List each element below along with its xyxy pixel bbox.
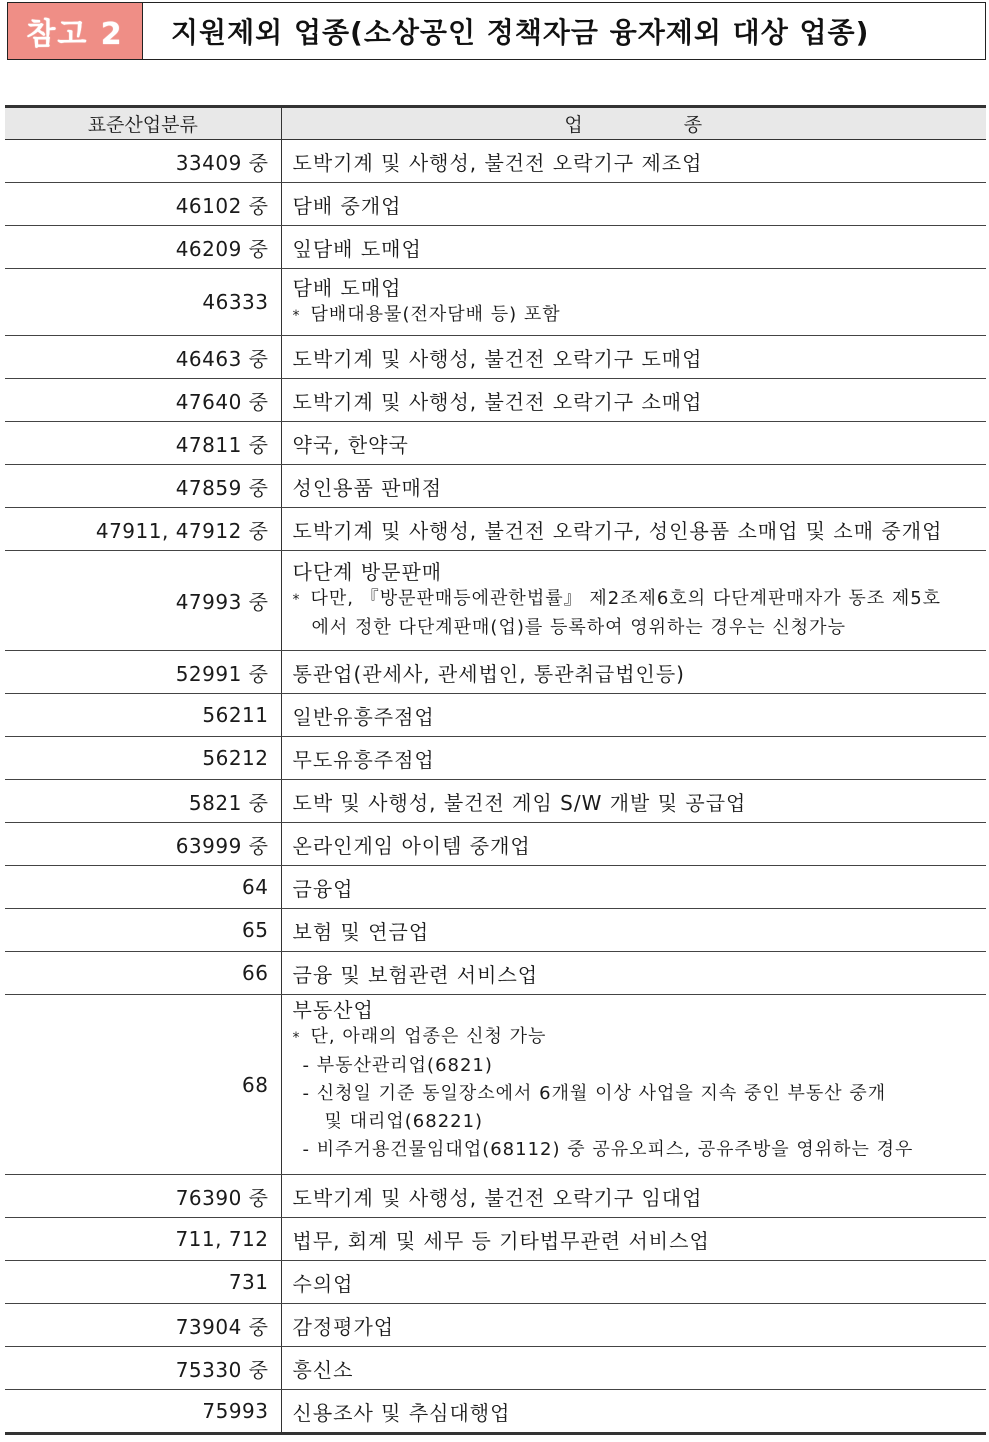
industry-name: 도박 및 사행성, 불건전 게임 S/W 개발 및 공급업 [281,780,986,823]
table-row [5,651,986,694]
industry-name: 다단계 방문판매 [292,560,443,584]
industry-name: 통관업(관세사, 관세법인, 통관취급법인등) [281,651,986,694]
industry-name: 온라인게임 아이템 중개업 [281,823,986,866]
industry-cell [281,551,986,651]
title-box [7,2,986,60]
industry-name: 도박기계 및 사행성, 불건전 오락기구, 성인용품 소매업 및 소매 중개업 [281,508,986,551]
note-marker: * [292,592,301,608]
table-row [5,1218,986,1261]
industry-name: 감정평가업 [281,1304,986,1347]
industry-name: 일반유흥주점업 [281,694,986,737]
industry-code: 76390 중 [5,1175,281,1218]
column-header-classification: 표준산업분류 [5,107,281,140]
allowed-item: - 부동산관리업(6821) [302,1055,493,1076]
industry-name: 보험 및 연금업 [281,909,986,952]
industry-code: 73904 중 [5,1304,281,1347]
column-header-industry-b: 종 [683,114,704,136]
note-text: 단, 아래의 업종은 신청 가능 [310,1026,547,1047]
industry-cell [281,269,986,336]
table-row [5,551,986,651]
table-header-row [5,107,986,140]
industry-name: 도박기계 및 사행성, 불건전 오락기구 제조업 [281,140,986,183]
industry-name: 도박기계 및 사행성, 불건전 오락기구 소매업 [281,379,986,422]
industry-code: 64 [5,866,281,909]
table-row [5,1304,986,1347]
column-header-industry-a: 업 [564,114,584,136]
industry-code: 46463 중 [5,336,281,379]
note-text: 다만, 『방문판매등에관한법률』 제2조제6호의 다단계판매자가 동조 제5호 [310,588,942,609]
industry-note [293,301,987,330]
industry-name: 성인용품 판매점 [281,465,986,508]
industry-note-continued: 에서 정한 다단계판매(업)를 등록하여 영위하는 경우는 신청가능 [311,617,846,638]
table-row [5,336,986,379]
table-row [5,1175,986,1218]
note-text: 담배대용물(전자담배 등) 포함 [310,303,561,325]
industry-name: 잎담배 도매업 [281,226,986,269]
table-row [5,909,986,952]
note-marker: * [292,1030,301,1046]
industry-name: 도박기계 및 사행성, 불건전 오락기구 임대업 [281,1175,986,1218]
industry-name: 담배 중개업 [281,183,986,226]
industry-name: 무도유흥주점업 [281,737,986,780]
page-title: 지원제외 업종(소상공인 정책자금 융자제외 대상 업종) [171,16,870,49]
industry-name: 수의업 [281,1261,986,1304]
excluded-industries-table [5,105,986,1435]
industry-note [293,1023,987,1052]
industry-name: 신용조사 및 추심대행업 [292,1400,511,1425]
table-row [5,823,986,866]
table-row [5,780,986,823]
industry-code: 46102 중 [5,183,281,226]
industry-code: 75330 중 [5,1347,281,1390]
industry-code: 52991 중 [5,651,281,694]
table-row [5,952,986,995]
industry-code: 731 [5,1261,281,1304]
reference-badge: 참고 2 [8,3,143,59]
industry-name: 약국, 한약국 [281,422,986,465]
industry-name: 금융업 [281,866,986,909]
table-row [5,269,986,336]
table-row [5,1347,986,1390]
industry-cell [281,995,986,1175]
industry-code: 56212 [5,737,281,780]
industry-code: 5821 중 [5,780,281,823]
allowed-item-continued: 및 대리업(68221) [324,1111,484,1132]
industry-note [293,585,987,614]
industry-code: 47640 중 [5,379,281,422]
table-row [5,866,986,909]
industry-code: 46209 중 [5,226,281,269]
table-row [5,995,986,1175]
industry-code: 47811 중 [5,422,281,465]
industry-code: 47911, 47912 중 [5,508,281,551]
industry-code: 75993 [5,1390,281,1434]
industry-name: 법무, 회계 및 세무 등 기타법무관련 서비스업 [281,1218,986,1261]
allowed-item: - 비주거용건물임대업(68112) 중 공유오피스, 공유주방을 영위하는 경우 [302,1139,914,1160]
industry-name: 부동산업 [292,998,374,1022]
industry-code: 66 [5,952,281,995]
industry-code: 68 [5,995,281,1175]
industry-code: 63999 중 [5,823,281,866]
industry-name: 도박기계 및 사행성, 불건전 오락기구 도매업 [281,336,986,379]
table-row [5,226,986,269]
table-row [5,1261,986,1304]
industry-code: 56211 [5,694,281,737]
industry-code: 47859 중 [5,465,281,508]
industry-code: 46333 [5,269,281,336]
table-row [5,422,986,465]
note-marker: * [292,307,301,324]
industry-name: 담배 도매업 [292,275,402,300]
industry-code: 33409 중 [5,140,281,183]
industry-code: 47993 중 [5,551,281,651]
industry-code: 711, 712 [5,1218,281,1261]
industry-name: 금융 및 보험관련 서비스업 [281,952,986,995]
table-row [5,694,986,737]
table-row [5,465,986,508]
table-row [5,183,986,226]
table-row [5,508,986,551]
column-header-industry [281,107,986,140]
industry-name: 흥신소 [281,1347,986,1390]
industry-code: 65 [5,909,281,952]
table-row [5,737,986,780]
allowed-item: - 신청일 기준 동일장소에서 6개월 이상 사업을 지속 중인 부동산 중개 [302,1083,887,1104]
table-row [5,379,986,422]
table-row [5,1390,986,1434]
table-row [5,140,986,183]
